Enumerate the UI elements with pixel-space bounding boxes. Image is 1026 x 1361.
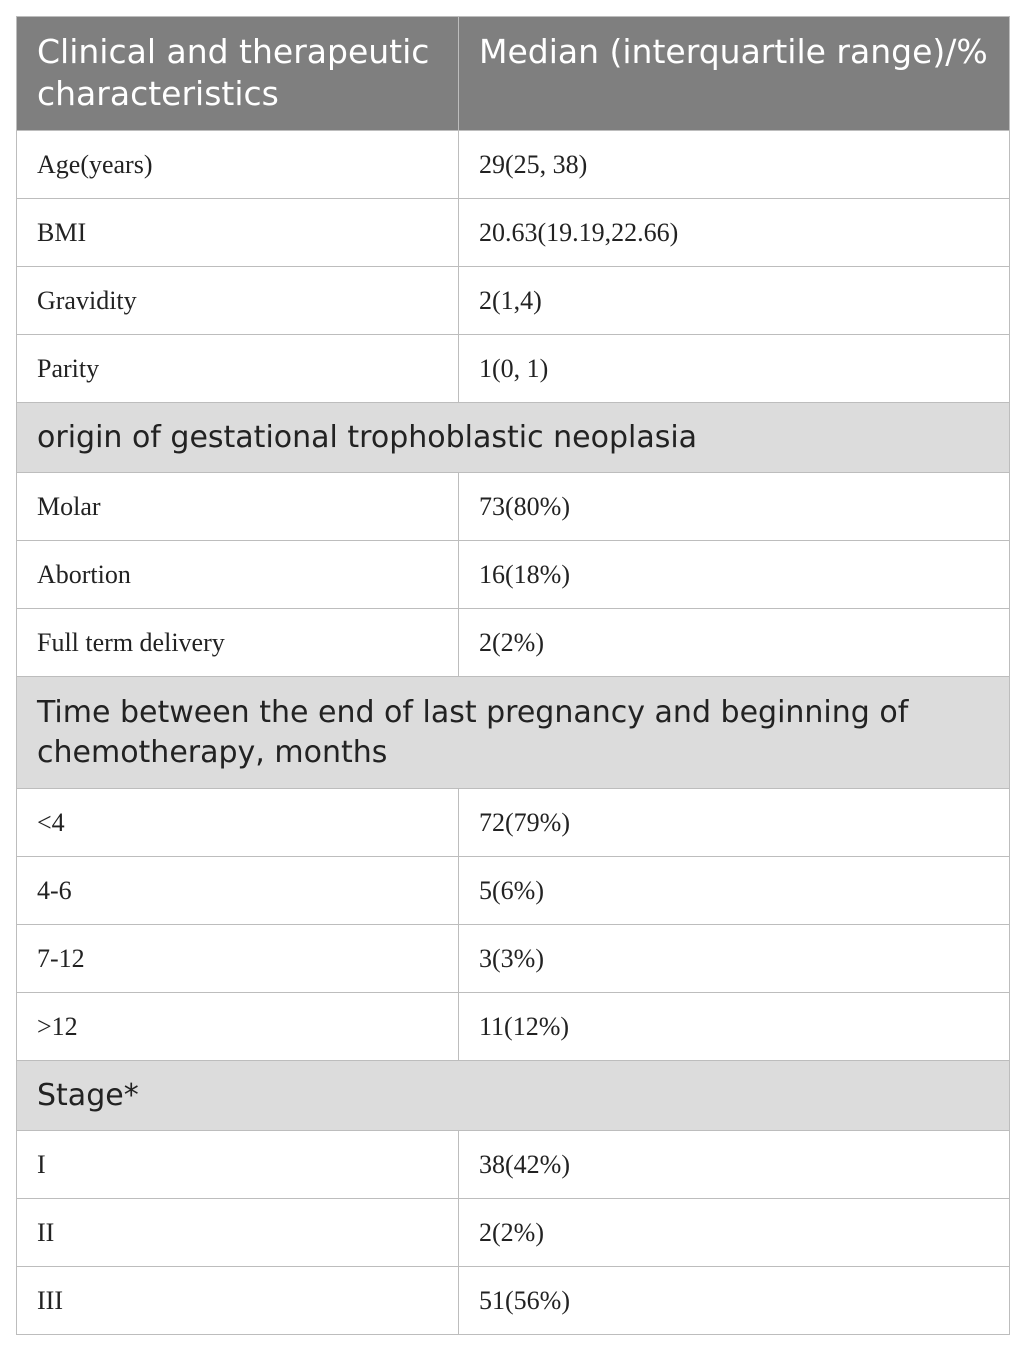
row-value: 38(42%): [459, 1131, 1010, 1199]
table-row: [17, 1199, 1010, 1267]
table-row: [17, 267, 1010, 335]
row-value: 11(12%): [459, 993, 1010, 1061]
section-row-stage: [17, 1061, 1010, 1131]
row-label: BMI: [17, 199, 459, 267]
row-value: 2(1,4): [459, 267, 1010, 335]
header-median: Median (interquartile range)/%: [459, 17, 1010, 131]
row-label: Parity: [17, 335, 459, 403]
row-label: <4: [17, 789, 459, 857]
header-row: [17, 17, 1010, 131]
table-row: [17, 335, 1010, 403]
table-row: [17, 473, 1010, 541]
table-row: [17, 541, 1010, 609]
row-value: 20.63(19.19,22.66): [459, 199, 1010, 267]
table-row: [17, 609, 1010, 677]
section-row-interval: [17, 677, 1010, 789]
table-row: [17, 131, 1010, 199]
section-title: Stage*: [17, 1061, 1010, 1131]
row-value: 72(79%): [459, 789, 1010, 857]
row-label: >12: [17, 993, 459, 1061]
table-row: [17, 925, 1010, 993]
row-label: Molar: [17, 473, 459, 541]
table-row: [17, 199, 1010, 267]
row-label: Abortion: [17, 541, 459, 609]
table-row: [17, 857, 1010, 925]
characteristics-table: [16, 16, 1010, 1335]
section-title: Time between the end of last pregnancy and beginning of chemotherapy, months: [17, 677, 1010, 789]
row-value: 2(2%): [459, 609, 1010, 677]
row-label: 7-12: [17, 925, 459, 993]
row-value: 16(18%): [459, 541, 1010, 609]
row-value: 1(0, 1): [459, 335, 1010, 403]
row-label: Age(years): [17, 131, 459, 199]
row-label: 4-6: [17, 857, 459, 925]
row-value: 3(3%): [459, 925, 1010, 993]
section-row-origin: [17, 403, 1010, 473]
row-label: I: [17, 1131, 459, 1199]
table-row: [17, 1131, 1010, 1199]
section-title: origin of gestational trophoblastic neoplasia: [17, 403, 1010, 473]
row-value: 29(25, 38): [459, 131, 1010, 199]
row-value: 73(80%): [459, 473, 1010, 541]
row-value: 51(56%): [459, 1267, 1010, 1335]
header-characteristics: Clinical and therapeutic characteristics: [17, 17, 459, 131]
row-value: 2(2%): [459, 1199, 1010, 1267]
row-label: II: [17, 1199, 459, 1267]
row-label: III: [17, 1267, 459, 1335]
table-row: [17, 789, 1010, 857]
table-row: [17, 1267, 1010, 1335]
row-label: Full term delivery: [17, 609, 459, 677]
table-row: [17, 993, 1010, 1061]
row-value: 5(6%): [459, 857, 1010, 925]
row-label: Gravidity: [17, 267, 459, 335]
